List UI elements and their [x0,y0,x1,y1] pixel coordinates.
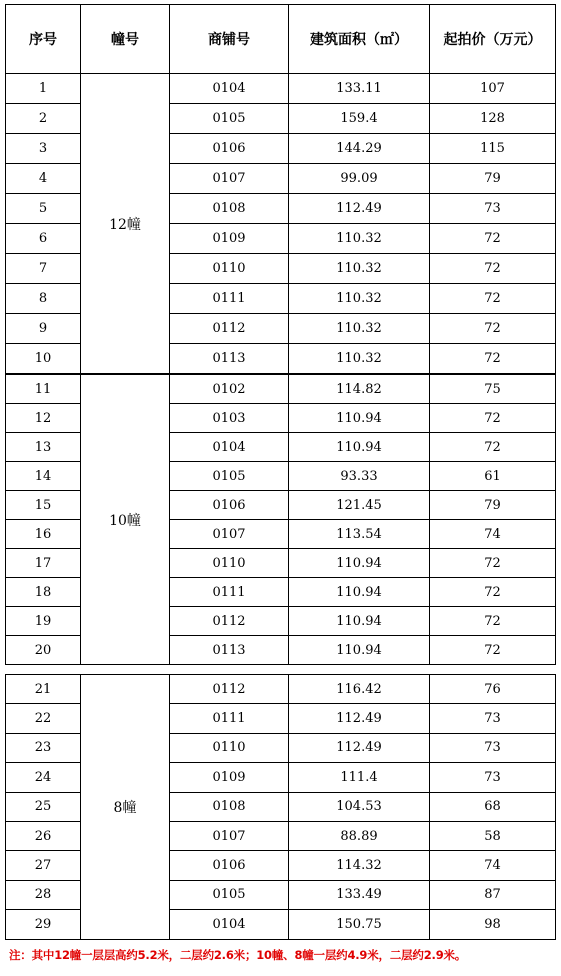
footnote: 注：其中12幢一层层高约5.2米，二层约2.6米；10幢、8幢一层约4.9米，二层约2.9米。 [9,948,467,962]
cell-building: 12幢 [81,74,170,374]
cell-price: 87 [430,880,556,909]
cell-price: 72 [430,404,556,433]
cell-price: 72 [430,284,556,314]
cell-price: 73 [430,763,556,792]
cell-area: 99.09 [289,164,430,194]
cell-shop: 0105 [170,880,289,909]
table-block-12 [5,4,556,374]
cell-area: 113.54 [289,520,430,549]
cell-index: 28 [6,880,81,909]
cell-shop: 0104 [170,74,289,104]
cell-shop: 0107 [170,520,289,549]
cell-shop: 0112 [170,675,289,704]
cell-index: 11 [6,375,81,404]
cell-area: 93.33 [289,462,430,491]
cell-price: 58 [430,821,556,850]
cell-shop: 0110 [170,733,289,762]
cell-shop: 0110 [170,254,289,284]
cell-area: 114.32 [289,851,430,880]
cell-area: 159.4 [289,104,430,134]
cell-shop: 0109 [170,763,289,792]
header-building: 幢号 [81,5,170,74]
cell-shop: 0109 [170,224,289,254]
cell-area: 133.11 [289,74,430,104]
cell-price: 72 [430,549,556,578]
cell-index: 1 [6,74,81,104]
cell-price: 79 [430,164,556,194]
group-body [6,74,556,374]
cell-area: 121.45 [289,491,430,520]
cell-shop: 0111 [170,578,289,607]
cell-index: 22 [6,704,81,733]
header-price: 起拍价（万元） [430,5,556,74]
cell-shop: 0104 [170,433,289,462]
cell-price: 75 [430,375,556,404]
cell-price: 72 [430,224,556,254]
cell-index: 14 [6,462,81,491]
cell-area: 110.32 [289,314,430,344]
cell-area: 110.32 [289,284,430,314]
cell-shop: 0112 [170,607,289,636]
cell-index: 26 [6,821,81,850]
cell-shop: 0111 [170,704,289,733]
cell-index: 27 [6,851,81,880]
cell-area: 110.94 [289,578,430,607]
cell-area: 112.49 [289,733,430,762]
cell-area: 110.94 [289,404,430,433]
table-block-8 [5,674,556,940]
cell-price: 72 [430,344,556,374]
cell-shop: 0107 [170,164,289,194]
cell-index: 25 [6,792,81,821]
cell-area: 112.49 [289,194,430,224]
cell-shop: 0113 [170,344,289,374]
cell-shop: 0105 [170,462,289,491]
cell-index: 24 [6,763,81,792]
group-body [6,675,556,940]
cell-index: 15 [6,491,81,520]
cell-shop: 0106 [170,134,289,164]
cell-area: 110.94 [289,636,430,665]
cell-index: 13 [6,433,81,462]
cell-index: 19 [6,607,81,636]
cell-index: 5 [6,194,81,224]
cell-price: 72 [430,254,556,284]
table-block-10 [5,374,556,665]
cell-shop: 0103 [170,404,289,433]
cell-area: 114.82 [289,375,430,404]
cell-area: 104.53 [289,792,430,821]
table-row [6,74,556,104]
cell-shop: 0110 [170,549,289,578]
cell-area: 133.49 [289,880,430,909]
cell-area: 110.32 [289,344,430,374]
cell-shop: 0107 [170,821,289,850]
cell-price: 61 [430,462,556,491]
cell-index: 20 [6,636,81,665]
cell-price: 73 [430,733,556,762]
cell-index: 21 [6,675,81,704]
cell-shop: 0106 [170,851,289,880]
cell-price: 72 [430,636,556,665]
cell-shop: 0102 [170,375,289,404]
cell-building: 10幢 [81,375,170,665]
cell-shop: 0113 [170,636,289,665]
header-index: 序号 [6,5,81,74]
cell-price: 98 [430,910,556,939]
cell-shop: 0112 [170,314,289,344]
cell-index: 7 [6,254,81,284]
cell-shop: 0106 [170,491,289,520]
cell-index: 12 [6,404,81,433]
cell-index: 17 [6,549,81,578]
cell-price: 72 [430,578,556,607]
header-row [6,5,556,74]
cell-area: 88.89 [289,821,430,850]
cell-area: 111.4 [289,763,430,792]
cell-price: 74 [430,851,556,880]
cell-price: 128 [430,104,556,134]
cell-price: 73 [430,704,556,733]
cell-price: 72 [430,433,556,462]
cell-area: 144.29 [289,134,430,164]
cell-area: 116.42 [289,675,430,704]
group-body [6,375,556,665]
cell-price: 74 [430,520,556,549]
cell-index: 4 [6,164,81,194]
cell-price: 68 [430,792,556,821]
cell-shop: 0108 [170,194,289,224]
cell-index: 8 [6,284,81,314]
cell-index: 2 [6,104,81,134]
cell-area: 110.94 [289,433,430,462]
cell-index: 9 [6,314,81,344]
cell-index: 10 [6,344,81,374]
cell-price: 107 [430,74,556,104]
cell-price: 73 [430,194,556,224]
cell-index: 16 [6,520,81,549]
cell-price: 72 [430,314,556,344]
cell-index: 3 [6,134,81,164]
cell-index: 29 [6,910,81,939]
cell-shop: 0108 [170,792,289,821]
cell-price: 115 [430,134,556,164]
cell-price: 72 [430,607,556,636]
cell-index: 18 [6,578,81,607]
cell-index: 6 [6,224,81,254]
cell-shop: 0111 [170,284,289,314]
cell-area: 112.49 [289,704,430,733]
cell-area: 110.94 [289,607,430,636]
cell-shop: 0104 [170,910,289,939]
cell-area: 110.32 [289,224,430,254]
table-row [6,375,556,404]
cell-price: 79 [430,491,556,520]
cell-price: 76 [430,675,556,704]
cell-area: 150.75 [289,910,430,939]
header-shop: 商铺号 [170,5,289,74]
cell-area: 110.94 [289,549,430,578]
cell-shop: 0105 [170,104,289,134]
cell-area: 110.32 [289,254,430,284]
cell-building: 8幢 [81,675,170,940]
header-area: 建筑面积（㎡） [289,5,430,74]
table-row [6,675,556,704]
cell-index: 23 [6,733,81,762]
